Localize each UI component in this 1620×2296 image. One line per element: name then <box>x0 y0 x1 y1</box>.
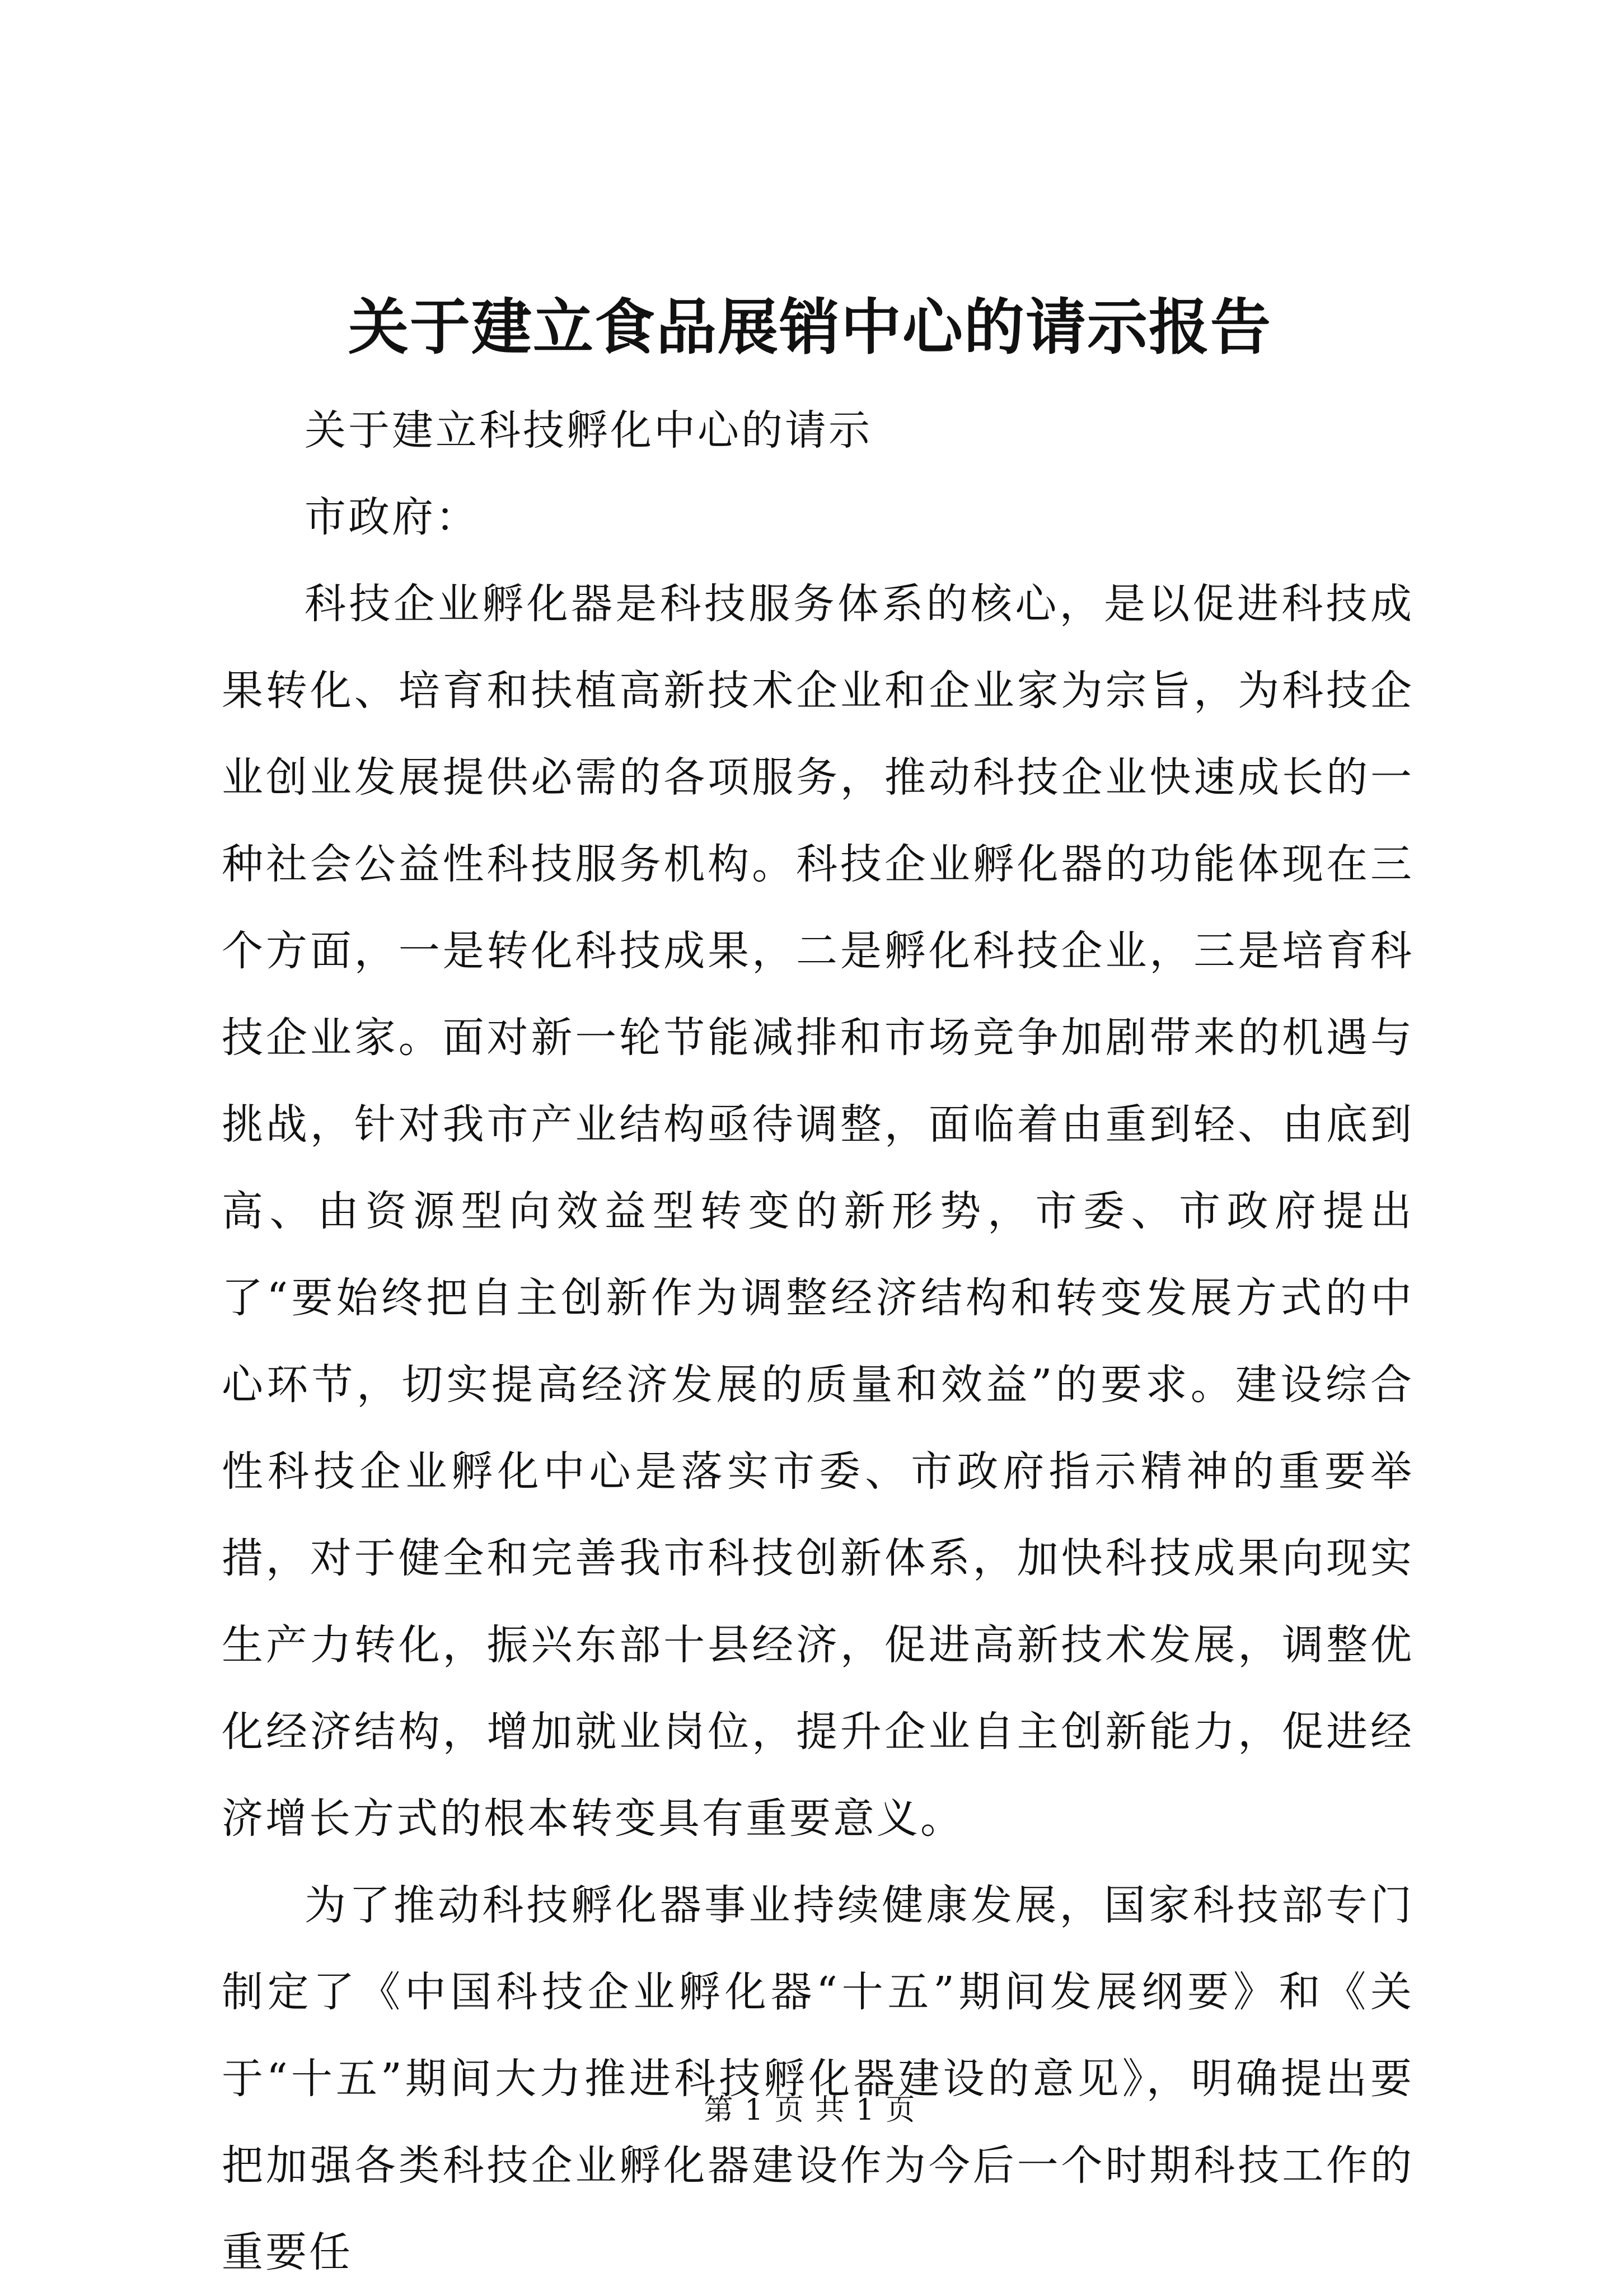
page-footer: 第 1 页 共 1 页 <box>704 2093 916 2127</box>
body-paragraph-1: 科技企业孵化器是科技服务体系的核心，是以促进科技成果转化、培育和扶植高新技术企业和企业家为宗旨，为科技企业创业发展提供必需的各项服务，推动科技企业快速成长的一种社会公益性科技服务机构。科技企业孵化器的功能体现在三个方面，一是转化科技成果，二是孵化科技企业，三是培育科技企业家。面对新一轮节能减排和市场竞争加剧带来的机遇与挑战，针对我市产业结构亟待调整，面临着由重到轻、由底到高、由资源型向效益型转变的新形势，市委、市政府提出了“要始终把自主创新作为调整经济结构和转变发展方式的中心环节，切实提高经济发展的质量和效益”的要求。建设综合性科技企业孵化中心是落实市委、市政府指示精神的重要举措，对于健全和完善我市科技创新体系，加快科技成果向现实生产力转化，振兴东部十县经济，促进高新技术发展，调整优化经济结构，增加就业岗位，提升企业自主创新能力，促进经济增长方式的根本转变具有重要意义。 <box>222 580 1414 1843</box>
body-paragraph-2: 为了推动科技孵化器事业持续健康发展，国家科技部专门制定了《中国科技企业孵化器“十五”期间发展纲要》和《关于“十五”期间大力推进科技孵化器建设的意见》，明确提出要把加强各类科技企业孵化器建设作为今后一个时期科技工作的重要任 <box>222 1881 1414 2276</box>
salutation-line: 市政府： <box>305 493 479 541</box>
document-title: 关于建立食品展销中心的请示报告 <box>348 292 1272 363</box>
document-body <box>222 387 1414 2296</box>
subtitle-line: 关于建立科技孵化中心的请示 <box>305 406 872 454</box>
